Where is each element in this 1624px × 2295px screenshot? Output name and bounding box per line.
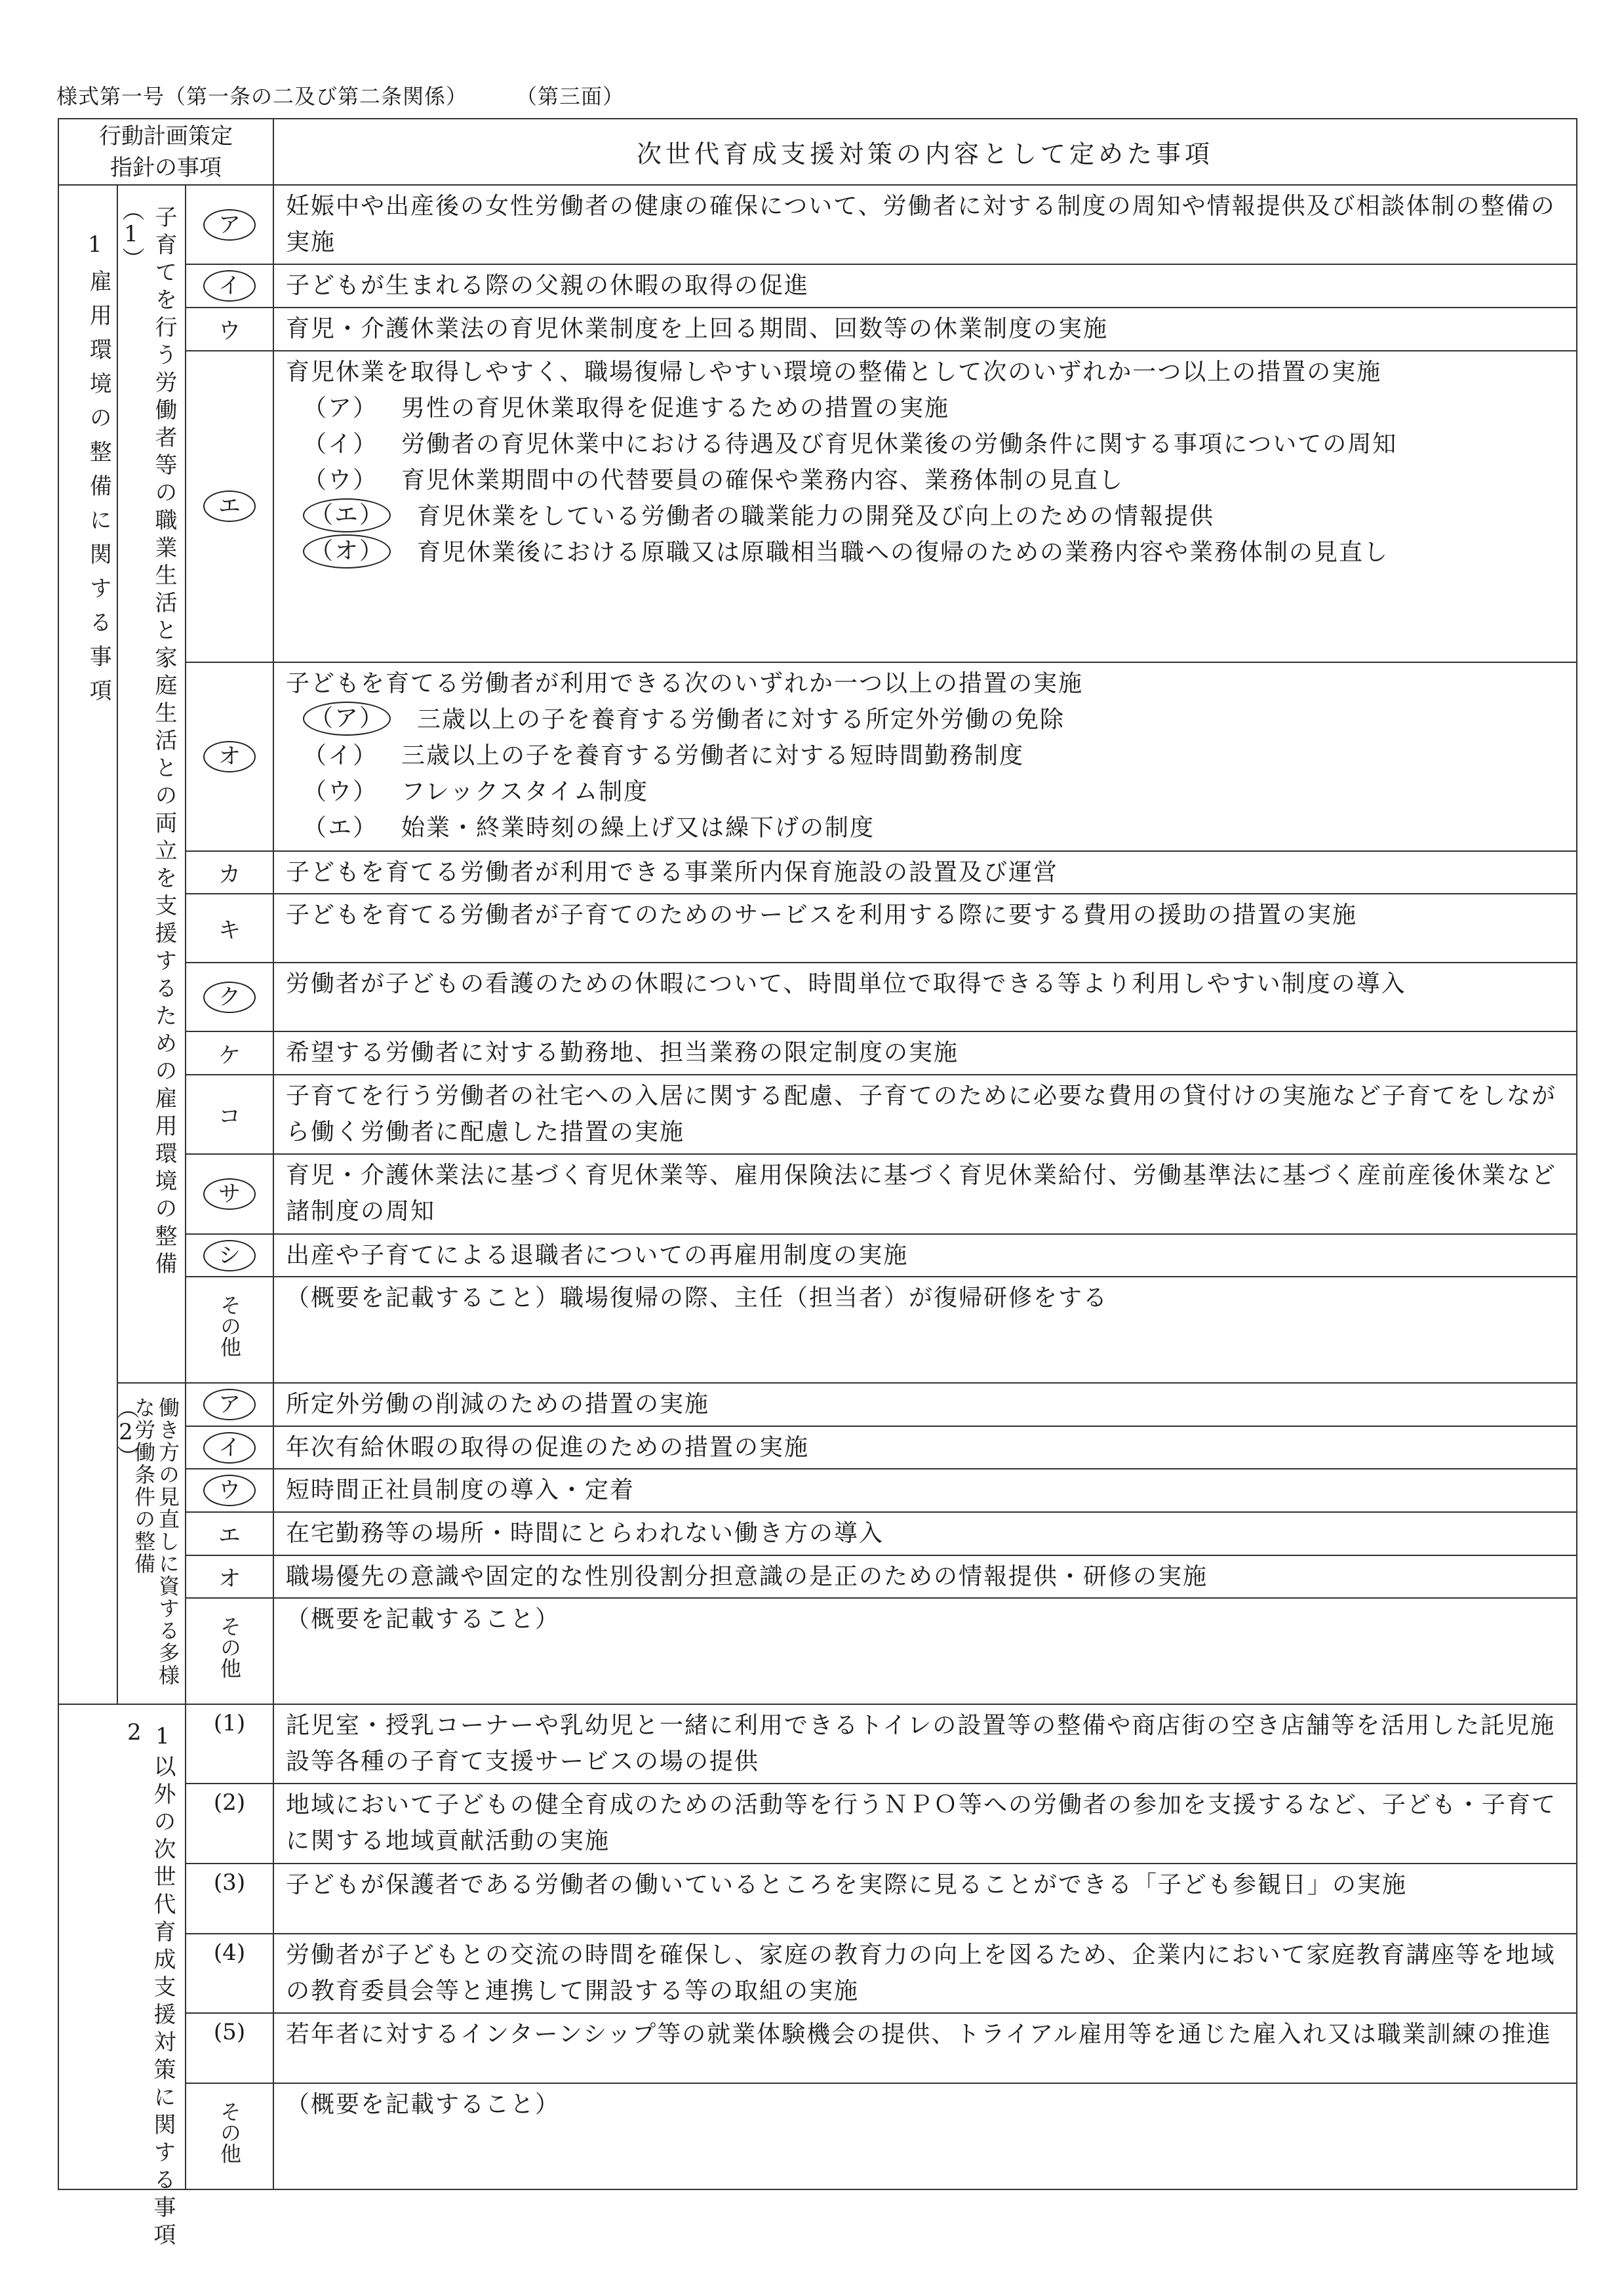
item-text: 所定外労働の削減のための措置の実施 xyxy=(286,1391,710,1418)
item-code: カ xyxy=(218,861,241,888)
subsection-1-label-cell xyxy=(117,185,186,1383)
item-code-cell xyxy=(186,264,273,308)
action-plan-table xyxy=(58,118,1577,2251)
item-text: 労働者が子どもの看護のための休暇について、時間単位で取得できる等より利用しやすい制度の導入 xyxy=(286,970,1406,998)
item-code-cell xyxy=(186,1784,273,1863)
item-code: (3) xyxy=(213,1869,246,1896)
item-code-cell xyxy=(186,1469,273,1512)
item-text: 育児休業を取得しやすく、職場復帰しやすい環境の整備として次のいずれか一つ以上の措置の実施 xyxy=(286,358,1382,386)
sub-item xyxy=(303,498,1567,534)
table-row xyxy=(58,851,1577,894)
item-text: 子どもを育てる労働者が子育てのためのサービスを利用する際に要する費用の援助の措置の実施 xyxy=(286,902,1358,929)
item-code-cell xyxy=(186,1234,273,1277)
sub-item xyxy=(303,462,1567,498)
item-content-cell xyxy=(273,1031,1577,1075)
item-code-cell xyxy=(186,662,273,851)
form-heading xyxy=(56,80,624,110)
table-row xyxy=(58,264,1577,308)
section-2-title: 1以外の次世代育成支援対策に関する事項 xyxy=(149,1723,176,2251)
sub-item xyxy=(303,774,1567,810)
table-row xyxy=(58,1031,1577,1075)
item-code-cell xyxy=(186,963,273,1031)
item-content-cell xyxy=(273,1784,1577,1863)
sub-item-text: 始業・終業時刻の繰上げ又は繰下げの制度 xyxy=(401,814,875,841)
item-content-cell xyxy=(273,1154,1577,1233)
circled-item-code: ア xyxy=(203,1389,256,1420)
sub-item-label: （エ） xyxy=(303,814,378,841)
item-content-cell xyxy=(273,1469,1577,1512)
circled-item-code: エ xyxy=(203,490,256,522)
section-1-label-cell xyxy=(58,185,117,1704)
item-text: （概要を記載すること） xyxy=(286,1606,561,1633)
item-code-cell xyxy=(186,185,273,264)
item-code-cell xyxy=(186,1704,273,1784)
sub-item xyxy=(303,738,1567,774)
item-content-cell xyxy=(273,1864,1577,1934)
sub-item-text: 育児休業後における原職又は原職相当職への復帰のための業務内容や業務体制の見直し xyxy=(417,538,1389,566)
sub-item-label: （ア） xyxy=(303,394,378,422)
item-code-cell xyxy=(186,2013,273,2083)
table-row xyxy=(58,894,1577,963)
table-row xyxy=(58,662,1577,851)
sub-item xyxy=(303,390,1567,426)
item-code-cell xyxy=(186,1934,273,2013)
item-content-cell xyxy=(273,851,1577,894)
circled-sub-item-label: （エ） xyxy=(303,498,391,532)
item-code-cell xyxy=(186,1598,273,1704)
table-row xyxy=(58,2013,1577,2083)
table-row xyxy=(58,1234,1577,1277)
item-content-cell xyxy=(273,1383,1577,1426)
item-text: 育児・介護休業法の育児休業制度を上回る期間、回数等の休業制度の実施 xyxy=(286,315,1109,342)
sub-item-text: 三歳以上の子を養育する労働者に対する短時間勤務制度 xyxy=(401,742,1025,769)
item-code: キ xyxy=(218,917,241,944)
item-code-cell xyxy=(186,851,273,894)
item-text: 労働者が子どもとの交流の時間を確保し、家庭の教育力の向上を図るため、企業内において家庭教育講座等を地域の教育委員会等と連携して開設する等の取組の実施 xyxy=(286,1941,1556,2005)
table-row xyxy=(58,1277,1577,1383)
table-row xyxy=(58,1512,1577,1555)
circled-item-code: イ xyxy=(203,1432,256,1464)
circled-item-code: オ xyxy=(203,741,256,772)
sub-item xyxy=(303,810,1567,846)
item-content-cell xyxy=(273,1426,1577,1469)
item-text: 育児・介護休業法に基づく育児休業等、雇用保険法に基づく育児休業給付、労働基準法に基づく産前産後休業など諸制度の周知 xyxy=(286,1162,1557,1226)
item-code-cell xyxy=(186,1512,273,1555)
sub-item-list xyxy=(303,390,1567,570)
item-code-cell xyxy=(186,894,273,963)
item-content-cell xyxy=(273,1555,1577,1599)
item-code: その他 xyxy=(217,2101,243,2165)
circled-item-code: ア xyxy=(203,209,256,241)
subsection-1-title: 子育てを行う労働者等の職業生活と家庭生活との両立を支援するための雇用環境の整備 xyxy=(151,205,177,1280)
item-text: 短時間正社員制度の導入・定着 xyxy=(286,1477,635,1504)
item-code: (4) xyxy=(213,1939,246,1966)
subsection-1-number: （1） xyxy=(118,199,144,270)
item-text: （概要を記載すること） xyxy=(286,2091,561,2119)
item-text: 出産や子育てによる退職者についての再雇用制度の実施 xyxy=(286,1241,909,1269)
table-row xyxy=(58,1784,1577,1863)
circled-sub-item-label: （オ） xyxy=(303,534,391,569)
item-text: 地域において子どもの健全育成のための活動等を行うＮＰＯ等への労働者の参加を支援するなど、子ども・子育てに関する地域貢献活動の実施 xyxy=(286,1791,1557,1855)
circled-sub-item-label: （ア） xyxy=(303,702,391,736)
sub-item-list xyxy=(303,702,1567,846)
sub-item-text: フレックスタイム制度 xyxy=(401,778,649,805)
circled-item-code: ク xyxy=(203,982,256,1013)
item-code: オ xyxy=(218,1566,241,1593)
subsection-2-number: （2） xyxy=(113,1397,139,1468)
item-code-cell xyxy=(186,1154,273,1233)
table-row xyxy=(58,1383,1577,1426)
item-code: エ xyxy=(218,1523,241,1549)
item-text: 子どもを育てる労働者が利用できる事業所内保育施設の設置及び運営 xyxy=(286,858,1059,886)
table-row xyxy=(58,1704,1577,1784)
item-content-cell xyxy=(273,2013,1577,2083)
section-1-title: 雇用環境の整備に関する事項 xyxy=(85,269,112,713)
item-content-cell xyxy=(273,1075,1577,1154)
item-code-cell xyxy=(186,1555,273,1599)
circled-item-code: シ xyxy=(203,1240,256,1271)
header-guideline-line2: 指針の事項 xyxy=(110,154,222,181)
header-guideline-cell xyxy=(58,119,273,185)
item-code-cell xyxy=(186,351,273,662)
item-text: 子どもが生まれる際の父親の休暇の取得の促進 xyxy=(286,272,810,300)
item-content-cell xyxy=(273,662,1577,851)
item-code: (1) xyxy=(213,1710,246,1737)
sub-item xyxy=(303,702,1567,738)
sub-item-label: （イ） xyxy=(303,430,378,458)
item-content-cell xyxy=(273,2083,1577,2189)
item-content-cell xyxy=(273,308,1577,351)
sub-item-label: （イ） xyxy=(303,742,378,769)
section-2-label-cell xyxy=(58,1704,186,2251)
table-row xyxy=(58,1469,1577,1512)
item-content-cell xyxy=(273,1234,1577,1277)
item-code: ウ xyxy=(218,318,241,345)
table-row xyxy=(58,963,1577,1031)
item-text: 年次有給休暇の取得の促進のための措置の実施 xyxy=(286,1433,810,1461)
item-code-cell xyxy=(186,2083,273,2189)
item-code: ケ xyxy=(218,1042,241,1069)
table-row xyxy=(58,1555,1577,1599)
item-code-cell xyxy=(186,1031,273,1075)
item-code: その他 xyxy=(217,1616,243,1679)
sub-item-text: 三歳以上の子を養育する労働者に対する所定外労働の免除 xyxy=(417,706,1065,733)
item-text: 子どもを育てる労働者が利用できる次のいずれか一つ以上の措置の実施 xyxy=(286,669,1084,697)
circled-item-code: サ xyxy=(203,1178,256,1210)
table-row xyxy=(58,185,1577,264)
item-text: 希望する労働者に対する勤務地、担当業務の限定制度の実施 xyxy=(286,1039,959,1067)
subsection-2-title: 働き方の見直しに資する多様な労働条件の整備 xyxy=(131,1397,180,1687)
circled-item-code: イ xyxy=(203,270,256,302)
item-content-cell xyxy=(273,1512,1577,1555)
item-content-cell xyxy=(273,185,1577,264)
header-measures-cell: 次世代育成支援対策の内容として定めた事項 xyxy=(273,119,1577,185)
sub-item-label: （ウ） xyxy=(303,778,378,805)
item-text: 子育てを行う労働者の社宅への入居に関する配慮、子育てのために必要な費用の貸付けの実施など子育てをしながら働く労働者に配慮した措置の実施 xyxy=(286,1083,1557,1146)
header-guideline-line1: 行動計画策定 xyxy=(99,123,233,150)
item-code: コ xyxy=(218,1104,241,1130)
sub-item-label: （ウ） xyxy=(303,466,378,494)
item-code-cell xyxy=(186,308,273,351)
sub-item xyxy=(303,426,1567,462)
page-face-label: （第三面） xyxy=(526,84,625,109)
item-text: 子どもが保護者である労働者の働いているところを実際に見ることができる「子ども参観日」の実施 xyxy=(286,1871,1408,1898)
item-code-cell xyxy=(186,1864,273,1934)
form-title: 様式第一号（第一条の二及び第二条関係） xyxy=(56,84,468,109)
table-row xyxy=(58,1154,1577,1233)
table-row xyxy=(58,351,1577,662)
table-row xyxy=(58,1864,1577,1934)
subsection-2-label-cell xyxy=(113,1383,186,1704)
item-code: (2) xyxy=(213,1789,246,1816)
item-content-cell xyxy=(273,264,1577,308)
sub-item-text: 労働者の育児休業中における待遇及び育児休業後の労働条件に関する事項についての周知 xyxy=(401,430,1398,458)
item-text: （概要を記載すること）職場復帰の際、主任（担当者）が復帰研修をする xyxy=(286,1285,1109,1312)
item-text: 職場優先の意識や固定的な性別役割分担意識の是正のための情報提供・研修の実施 xyxy=(286,1563,1208,1590)
sub-item-text: 育児休業をしている労働者の職業能力の開発及び向上のための情報提供 xyxy=(417,502,1215,530)
item-content-cell xyxy=(273,1277,1577,1383)
item-text: 若年者に対するインターンシップ等の就業体験機会の提供、トライアル雇用等を通じた雇入れ又は職業訓練の推進 xyxy=(286,2020,1552,2048)
item-code-cell xyxy=(186,1277,273,1383)
item-code-cell xyxy=(186,1383,273,1426)
item-code: その他 xyxy=(217,1294,243,1358)
sub-item xyxy=(303,534,1567,570)
item-content-cell xyxy=(273,351,1577,662)
item-text: 妊娠中や出産後の女性労働者の健康の確保について、労働者に対する制度の周知や情報提供及び相談体制の整備の実施 xyxy=(286,193,1556,256)
table-row xyxy=(58,2083,1577,2189)
table-header-row xyxy=(58,119,1577,185)
sub-item-text: 育児休業期間中の代替要員の確保や業務内容、業務体制の見直し xyxy=(401,466,1124,494)
item-content-cell xyxy=(273,894,1577,963)
item-text: 託児室・授乳コーナーや乳幼児と一緒に利用できるトイレの設置等の整備や商店街の空き店舗等を活用した託児施設等各種の子育て支援サービスの場の提供 xyxy=(286,1712,1556,1776)
table-row xyxy=(58,1075,1577,1154)
item-code-cell xyxy=(186,1426,273,1469)
item-content-cell xyxy=(273,1598,1577,1704)
section-2-number: 2 xyxy=(127,1719,142,1746)
item-code-cell xyxy=(186,1075,273,1154)
section-1-number: 1 xyxy=(88,231,102,258)
item-content-cell xyxy=(273,1934,1577,2013)
item-content-cell xyxy=(273,1704,1577,1784)
item-text: 在宅勤務等の場所・時間にとらわれない働き方の導入 xyxy=(286,1520,884,1547)
table-row xyxy=(58,1598,1577,1704)
item-content-cell xyxy=(273,963,1577,1031)
item-code: (5) xyxy=(213,2018,246,2045)
table-row xyxy=(58,1934,1577,2013)
sub-item-text: 男性の育児休業取得を促進するための措置の実施 xyxy=(401,394,950,422)
table-row xyxy=(58,308,1577,351)
circled-item-code: ウ xyxy=(203,1475,256,1506)
table-row xyxy=(58,1426,1577,1469)
